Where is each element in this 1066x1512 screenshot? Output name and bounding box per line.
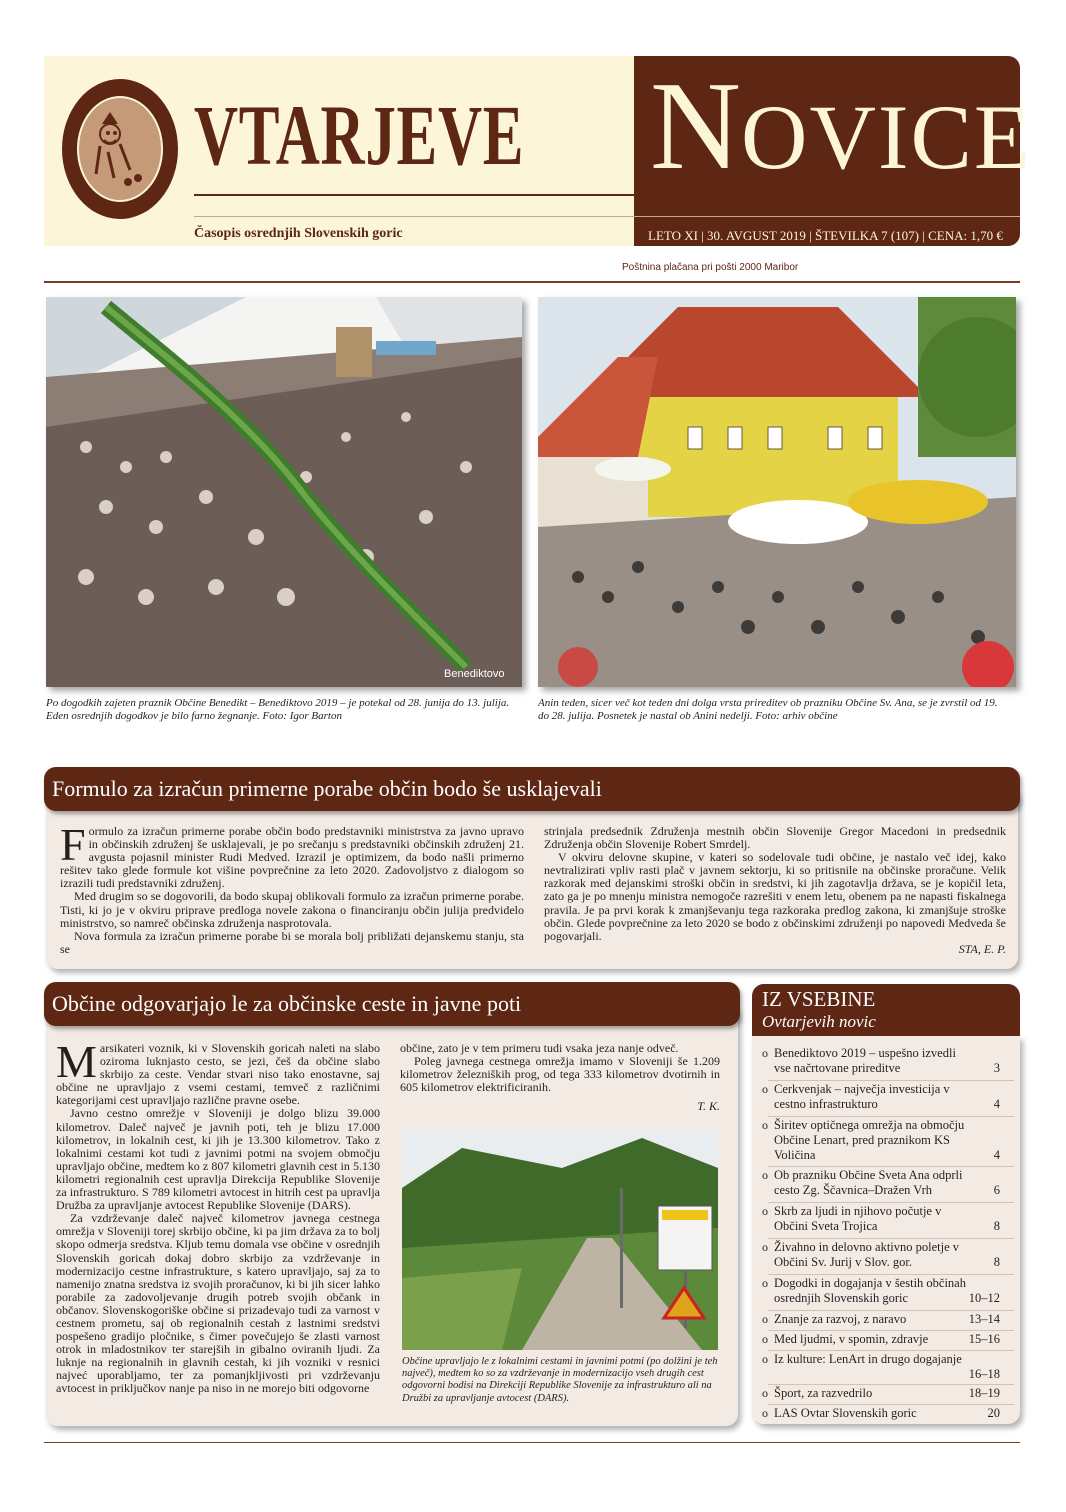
article-formula-p1: ormulo za izračun primerne porabe občin bodo predstavniki ministrstva za javno upravo in občinskih združenj še usklajevali, je po srečanju s predstavniki občinskih združenj 21. avgusta pojasnil minister Rudi Medved. Izrazil je optimizem, da bodo našli primerno rešitev tako glede formule kot višine povprečnine za leto 2020. Zadovoljstvo z dialogom so izrazili tudi predstavniki združenj. (60, 824, 524, 891)
toc-item[interactable]: o Šport, za razvedrilo 18–19 (762, 1386, 1000, 1400)
toc-item[interactable]: o LAS Ovtar Slovenskih goric 20 (762, 1406, 1000, 1420)
photo-benediktovo-image (46, 297, 522, 687)
title-novice-rest: OVICE (741, 86, 1033, 188)
masthead (44, 56, 1033, 246)
article-ceste-col1 (56, 1036, 380, 1396)
bottom-rule (44, 1442, 1020, 1443)
article-ceste-p3: Za vzdrževanje daleč največ kilometrov javnega cestnega omrežja v Sloveniji torej skrbijo občine, ki pa jim država za to bolj skopo odmerja sredstva. Kljub temu domala vse občine v osrednjih Slovenskih goricah dokaj dobro skrbijo za vzdrževanje in modernizacijo cestne infrastrukture, s katero upravljajo, saj za to namenijo znatna sredstva iz svojih proračunov, ki bi jih sicer lahko porabile za zadovoljevanje drugih potreb svojih občank in občanov. Slovenskogoriške občine si prizadevajo tudi za varnost v cestnem prometu, saj ob regionalnih cestah z lastnimi sredstvi pospešeno gradijo pločnike, s čimer povečujejo še zlasti varnost otrok in mladostnikov ter starejših in gibalno oviranih ljudi. Za luknje na regionalnih in glavnih cestah, ki jih vozniki v resnici najveć uporabljamo, ter za pomanjkljivosti pri vzdrževanju avtocest in priključkov nanje pa niso in ne morejo biti odgovorne (56, 1211, 380, 1396)
photo-benediktovo (46, 297, 522, 687)
toc-item[interactable]: o Širitev optičnega omrežja na območju Občine Lenart, pred praznikom KS Voličina 4 (762, 1118, 1000, 1162)
article-ceste-signature: T. K. (697, 1099, 720, 1114)
photo-sveta-ana-caption: Anin teden, sicer več kot teden dni dolga vrsta prireditev ob prazniku Občine Sv. Ana, se je zvrstil od 19. do 28. julija. Posnetek je nastal ob Anini nedelji. Foto: arhiv občine (538, 697, 998, 722)
article-formula-signature: STA, E. P. (958, 941, 1006, 956)
photo-road (402, 1128, 718, 1350)
issue-line: LETO XI | 30. AVGUST 2019 | ŠTEVILKA 7 (107) | CENA: 1,70 € (648, 228, 1003, 243)
title-novice-initial: N (650, 57, 741, 196)
title-novice (650, 57, 1033, 196)
article-formula-col2 (544, 825, 1006, 956)
toc-item[interactable]: o Cerkvenjak – največja investicija v cestno infrastrukturo 4 (762, 1082, 1000, 1111)
top-rule (44, 281, 1020, 283)
toc-item[interactable]: o Med ljudmi, v spomin, zdravje 15–16 (762, 1332, 1000, 1346)
article-formula-headline: Formulo za izračun primerne porabe občin bodo še usklajevali (44, 767, 1020, 811)
title-ovtarjeve: VTARJEVE (194, 87, 525, 183)
logo-o-emblem (58, 74, 182, 224)
toc-item[interactable]: o Ob prazniku Občine Sveta Ana odprli cesto Zg. Ščavnica–Dražen Vrh 6 (762, 1168, 1000, 1197)
article-formula-p2: Med drugim so se dogovorili, da bodo skupaj oblikovali formulo za izračun primerne porabe. Tisti, ki jo je v okviru priprave predloga novele zakona o financiranju občin julija predvidelo ministrstvo, so namreč občinska združenja nasprotovala. (60, 889, 524, 930)
photo-road-image (402, 1128, 718, 1350)
postage-note: Poštnina plačana pri pošti 2000 Maribor (622, 262, 799, 273)
article-formula (46, 785, 1018, 969)
article-ceste-p5: Poleg javnega cestnega omrežja imamo v Sloveniji še 1.209 kilometrov železniških prog, od tega 333 kilometrov dvotirnih in 605 kilometrov elektrificiranih. (400, 1054, 720, 1095)
toc-item[interactable]: o Benediktovo 2019 – uspešno izvedli vse načrtovane prireditve 3 (762, 1046, 1000, 1075)
toc-item[interactable]: o Znanje za razvoj, z naravo 13–14 (762, 1312, 1000, 1326)
article-ceste-p1: arsikateri voznik, ki v Slovenskih goricah naleti na slabo oziroma luknjasto cesto, se jezi, češ da občine slabo skrbijo za ceste. Vendar stvari niso tako enostavne, saj občine ne upravljajo z vsemi cestami, temveč z različnimi kategorijami cest upravljajo različne pravne osebe. (56, 1041, 380, 1108)
article-ceste-col2 (400, 1042, 720, 1113)
article-ceste-dropcap: M (56, 1036, 97, 1087)
article-ceste-headline: Občine odgovarjajo le za občinske ceste in javne poti (44, 982, 740, 1026)
toc-title: IZ VSEBINE (762, 987, 876, 1011)
toc-item[interactable]: o Iz kulture: LenArt in drugo dogajanje 16–18 (762, 1352, 1000, 1381)
article-formula-p5: V okviru delovne skupine, v kateri so sodelovale tudi občine, je nastalo več idej, kako nevtralizirati vpliv rasti plač v javnem sektorju, ki so pritisnile na občinske proračune. Velik razkorak med dejanskimi stroški občin in sredstvi, ki jih zagotavlja država, se je kopičil leta, zato ga je po mnenju ministra nemogoče razrešiti v enem letu, obenem pa ne napasti fiskalnega pravila. Je pa prvi korak k zmanjševanju tega razkoraka predlog zakona, ki zmanjšuje stroške občin. Glede povprečnine za leto 2020 se bodo z občinskimi združenji po napovedi Medveda še pogovarjali. (544, 850, 1006, 943)
toc-header (752, 984, 1020, 1036)
toc-box (752, 1036, 1020, 1424)
toc-subtitle: Ovtarjevih novic (762, 1012, 876, 1031)
toc-item[interactable]: o Dogodki in dogajanja v šestih občinah osrednjih Slovenskih goric 10–12 (762, 1276, 1000, 1305)
masthead-divider (194, 194, 634, 196)
article-formula-p4: strinjala predsednik Združenja mestnih občin Slovenije Gregor Macedoni in predsednik Združenja občin Slovenije Robert Smrdelj. (544, 824, 1006, 852)
toc-item[interactable]: o Živahno in delovno aktivno poletje v Občini Sv. Jurij v Slov. gor. 8 (762, 1240, 1000, 1269)
photo-watermark: Benediktovo (444, 668, 505, 680)
photo-sveta-ana (538, 297, 1016, 687)
article-ceste-p2: Javno cestno omrežje v Sloveniji je dolgo blizu 39.000 kilometrov. Daleč največ je javnih poti, teh je blizu 17.000 kilometrov, in lokalnih cest, ki jih je 13.300 kilometrov. Tako z lokalnimi cestami kot tudi z javnimi potmi na svojem območju upravljajo občine, medtem ko z 807 kilometri glavnih cest in 5.130 kilometri regionalnih cest upravlja Direkcija Republike Slovenije za infrastrukturo. S 789 kilometri avtocest in hitrih cest pa upravlja Družba za upravljanje avtocest Republike Slovenije (DARS). (56, 1106, 380, 1213)
toc-item[interactable]: o Skrb za ljudi in njihovo počutje v Občini Sveta Trojica 8 (762, 1204, 1000, 1233)
article-formula-p3: Nova formula za izračun primerne porabe bi se morala bolj približati dejanskemu stanju, sta se (60, 928, 524, 956)
photo-road-caption: Občine upravljajo le z lokalnimi cestami in javnimi potmi (po dolžini je teh največ), medtem ko so za vzdrževanje in modernizacijo vseh drugih cest odgovorni bodisi na Direkciji Republike Slovenije za infrastrukturo ali na Družbi za upravljanje avtocest (DARS). (402, 1356, 718, 1404)
photo-sveta-ana-image (538, 297, 1016, 687)
article-formula-col1 (60, 819, 524, 956)
masthead-divider-light (194, 216, 1020, 217)
article-ceste (46, 1002, 738, 1426)
article-formula-dropcap: F (60, 819, 86, 870)
photo-benediktovo-caption: Po dogodkih zajeten praznik Občine Benedikt – Benediktovo 2019 – je potekal od 28. junija do 13. julija. Eden osrednjih dogodkov je bilo farno žegnanje. Foto: Igor Barton (46, 697, 510, 722)
article-ceste-p4: občine, zato je v tem primeru tudi vsaka jeza nanje odveč. (400, 1041, 679, 1055)
masthead-subtitle: Časopis osrednjih Slovenskih goric (194, 226, 403, 241)
